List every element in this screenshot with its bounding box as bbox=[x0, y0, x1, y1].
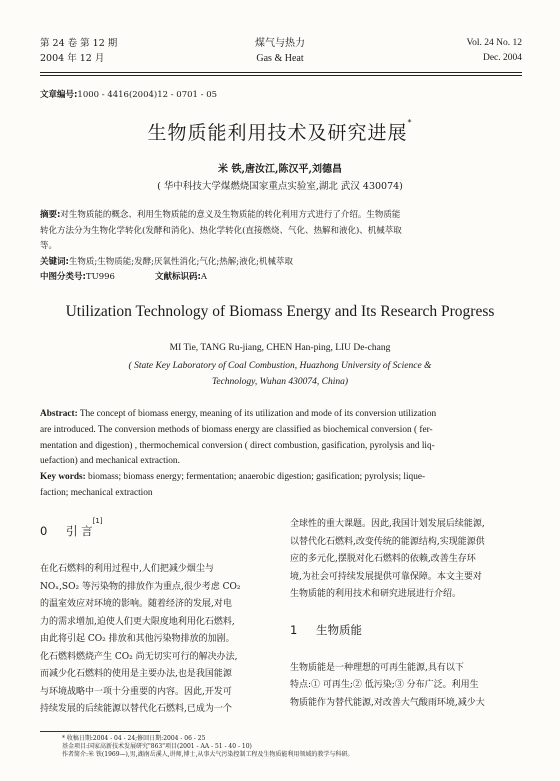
abstract-cn-block bbox=[40, 208, 522, 286]
body-text-line: 的温室效应对环境的影响。随着经济的发展,对电 bbox=[40, 599, 232, 609]
header-rule-thin bbox=[40, 75, 522, 76]
abstract-en-text: The concept of biomass energy, meaning of its utilization and mode of its conversion utilization bbox=[79, 409, 437, 419]
volume-issue-en: Vol. 24 No. 12 bbox=[466, 38, 522, 48]
paper-title-cn-text: 生物质能利用技术及研究进展 bbox=[147, 122, 408, 144]
affiliation-cn: ( 华中科技大学煤燃烧国家重点实验室,湖北 武汉 430074) bbox=[157, 181, 403, 192]
authors-en: MI Tie, TANG Ru-jiang, CHEN Han-ping, LIU De-chang bbox=[169, 343, 391, 353]
abstract-cn-label: 摘要: bbox=[40, 210, 61, 220]
body-text-line: 由此将引起 CO₂ 排放和其他污染物排放的加剧。 bbox=[40, 634, 235, 644]
footnote-block bbox=[62, 735, 353, 760]
abstract-en-line: uefaction) and mechanical extraction. bbox=[40, 456, 180, 467]
journal-volume-info-en bbox=[466, 36, 522, 66]
classification-line bbox=[40, 270, 522, 286]
abstract-cn-text: 对生物质能的概念、利用生物质能的意义及生物质能的转化利用方式进行了介绍。生物质能 bbox=[60, 210, 401, 220]
abstract-cn-line: 转化方法分为生物化学转化(发酵和消化)、热化学转化(直接燃烧、气化、热解和液化)、机械萃取 bbox=[40, 225, 402, 236]
section-title: 生物质能 bbox=[316, 622, 362, 637]
body-text-line: 与环境战略中一项十分重要的内容。因此,开发可 bbox=[40, 686, 232, 697]
abstract-en-line: are introduced. The conversion methods of biomass energy are classified as biochemical conversion ( fer- bbox=[40, 424, 433, 435]
abstract-en-line bbox=[40, 407, 522, 423]
section-number: 0 bbox=[40, 524, 48, 538]
body-text-line: 境,为社会可持续发展提供可靠保障。本文主要对 bbox=[290, 571, 482, 582]
doc-code-label: 文献标识码: bbox=[154, 272, 201, 282]
footnote-line: 基金项目:国家高新技术发展研究"863"项目(2001 - AA - 51 - 40 - 10) bbox=[62, 743, 252, 751]
keywords-en-line: faction; mechanical extraction bbox=[40, 487, 153, 498]
body-text-line: NOₓ,SO₂ 等污染物的排放作为重点,很少考虑 CO₂ bbox=[40, 581, 241, 592]
affiliation-en-line: Technology, Wuhan 430074, China) bbox=[211, 376, 349, 387]
keywords-cn-label: 关键词: bbox=[40, 256, 69, 267]
paper-title-cn bbox=[0, 118, 560, 145]
article-number-value: 1000 - 4416(2004)12 - 0701 - 05 bbox=[77, 90, 218, 100]
body-text-line: 特点:① 可再生;② 低污染;③ 分布广泛。利用生 bbox=[290, 680, 479, 690]
keywords-en-label: Key words: bbox=[40, 472, 86, 483]
clc-value: TU996 bbox=[85, 272, 115, 282]
body-column-left bbox=[40, 516, 272, 719]
journal-name-en: Gas & Heat bbox=[256, 53, 304, 64]
volume-issue: 第 24 卷 第 12 期 bbox=[40, 38, 118, 49]
abstract-cn-line: 等。 bbox=[40, 241, 58, 251]
issue-date-cn: 2004 年 12 月 bbox=[40, 53, 105, 64]
body-text-line: 以替代化石燃料,改变传统的能源结构,实现能源供 bbox=[290, 536, 485, 547]
abstract-en-label: Abstract: bbox=[40, 409, 78, 419]
affiliation-en bbox=[0, 359, 560, 390]
clc-label: 中图分类号: bbox=[40, 272, 86, 282]
paper-title-en: Utilization Technology of Biomass Energy and Its Research Progress bbox=[65, 303, 495, 320]
body-text-line: 物质能作为替代能源,对改善大气酸雨环境,减少大 bbox=[290, 697, 485, 708]
title-footnote-mark: * bbox=[407, 118, 413, 127]
abstract-cn-line bbox=[40, 208, 522, 224]
authors-cn: 米 铁,唐汝江,陈汉平,刘德昌 bbox=[218, 164, 342, 175]
footnote-line: 作者简介:米 铁(1969—),男,湖南岳溪人,讲师,博士,从事大气污染控制工程及生物质能利用领域的教学与科研。 bbox=[62, 751, 354, 759]
section-heading-biomass bbox=[290, 615, 522, 649]
doc-code-value: A bbox=[200, 272, 208, 282]
keywords-en: biomass; biomass energy; fermentation; anaerobic digestion; gasification; pyrolysis; lique- bbox=[88, 472, 426, 483]
abstract-en-block bbox=[40, 407, 522, 502]
body-text-line: 生物质能的利用技术和研究进展进行介绍。 bbox=[290, 589, 462, 599]
body-text-line: 力的需求增加,迫使人们更大限度地利用化石燃料, bbox=[40, 616, 235, 627]
section-number: 1 bbox=[290, 622, 298, 637]
section-title: 引 言 bbox=[66, 524, 93, 538]
article-number bbox=[40, 88, 217, 100]
abstract-en-line: mentation and digestion) , thermochemical conversion ( direct combustion, gasification, pyrolysis and liq- bbox=[40, 440, 435, 451]
keywords-en-line bbox=[40, 470, 522, 486]
footnote-line: * 收稿日期:2004 - 04 - 24;修回日期:2004 - 06 - 25 bbox=[62, 735, 206, 742]
section-heading-intro bbox=[40, 516, 272, 550]
keywords-cn-line bbox=[40, 255, 522, 271]
affiliation-en-line: ( State Key Laboratory of Coal Combustion, Huazhong University of Science & bbox=[128, 361, 432, 371]
body-text-line: 化石燃料燃烧产生 CO₂ 尚无切实可行的解决办法, bbox=[40, 651, 238, 662]
footnote-rule bbox=[40, 731, 160, 732]
body-text-line: 在化石燃料的利用过程中,人们把减少烟尘与 bbox=[40, 564, 214, 574]
body-text-line: 应的多元化,摆脱对化石燃料的依赖,改善生存环 bbox=[290, 554, 476, 564]
journal-name-cn: 煤气与热力 bbox=[255, 38, 305, 49]
keywords-cn: 生物质;生物质能;发酵;厌氧性消化;气化;热解;液化;机械萃取 bbox=[68, 256, 293, 267]
article-number-label: 文章编号: bbox=[40, 90, 78, 100]
body-text-line: 持续发展的后续能源以替代化石燃料,已成为一个 bbox=[40, 704, 232, 714]
body-text-line: 生物质能是一种理想的可再生能源,具有以下 bbox=[290, 662, 464, 673]
body-text-line: 而减少化石燃料的使用是主要办法,也是我国能源 bbox=[40, 669, 232, 679]
citation-ref: [1] bbox=[92, 517, 103, 525]
issue-date-en: Dec. 2004 bbox=[482, 53, 522, 63]
header-rule bbox=[40, 72, 522, 73]
body-text-line: 全球性的重大课题。因此,我国计划发展后续能源, bbox=[290, 519, 485, 529]
body-column-right bbox=[290, 516, 522, 712]
